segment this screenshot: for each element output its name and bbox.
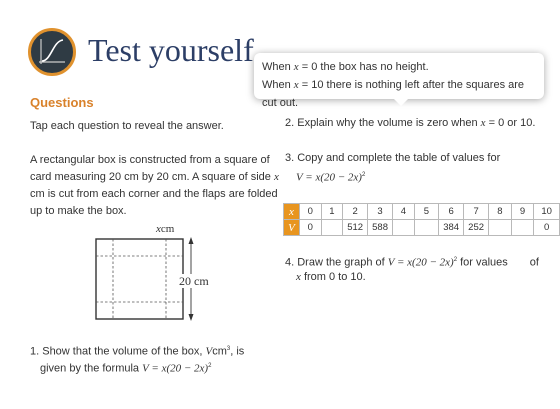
table-cell-x: 8 (489, 204, 512, 220)
table-cell-x: 7 (464, 204, 489, 220)
diagram-top-label: xcm (156, 223, 175, 235)
table-cell-v (511, 220, 534, 236)
values-table (283, 203, 560, 236)
intro-line: card measuring 20 cm by 20 cm. A square of side x (30, 171, 279, 183)
table-cell-v (414, 220, 439, 236)
question-3[interactable]: 3. Copy and complete the table of values for (285, 152, 501, 164)
table-cell-v (489, 220, 512, 236)
table-header-v: V (284, 220, 300, 236)
answer-tooltip[interactable] (254, 53, 544, 109)
table-cell-v: 384 (439, 220, 464, 236)
table-header-x: x (284, 204, 300, 220)
table-cell-x: 5 (414, 204, 439, 220)
intro-line: cm is cut from each corner and the flaps are folded (30, 188, 278, 200)
instruction-text: Tap each question to reveal the answer. (30, 120, 224, 132)
question-2[interactable]: 2. Explain why the volume is zero when x = 0 or 10. (285, 117, 536, 129)
table-cell-x: 2 (343, 204, 368, 220)
table-cell-x: 3 (368, 204, 393, 220)
diagram-side-label: 20 cm (179, 274, 209, 288)
table-cell-x: 4 (393, 204, 415, 220)
question-4[interactable]: 4. Draw the graph of $V = x(20 - 2x)^2$ for values of (285, 256, 539, 269)
tooltip-arrow (392, 97, 410, 106)
box-net-diagram (90, 222, 230, 328)
tooltip-line: When x = 10 there is nothing left after the squares are cut out. (262, 79, 525, 109)
tooltip-line: When x = 0 the box has no height. (262, 61, 429, 73)
question-4-line2: x from 0 to 10. (296, 271, 366, 283)
table-cell-x: 0 (299, 204, 321, 220)
table-cell-x: 6 (439, 204, 464, 220)
question-1[interactable]: 1. Show that the volume of the box, Vcm$^3$, is (30, 345, 245, 358)
table-cell-v (321, 220, 343, 236)
table-cell-x: 1 (321, 204, 343, 220)
question-3-formula: $V = x(20 - 2x)^2$ (296, 171, 366, 184)
section-title: Questions (30, 95, 94, 110)
intro-line: up to make the box. (30, 205, 127, 217)
table-cell-v: 588 (368, 220, 393, 236)
question-1-formula[interactable]: given by the formula $V = x(20 - 2x)^2$ (40, 362, 212, 375)
table-cell-x: 10 (534, 204, 560, 220)
page-title: Test yourself (88, 32, 254, 68)
table-cell-v: 0 (299, 220, 321, 236)
table-cell-x: 9 (511, 204, 534, 220)
intro-line: A rectangular box is constructed from a square of (30, 154, 270, 166)
table-cell-v: 0 (534, 220, 560, 236)
graph-icon (28, 28, 76, 76)
table-cell-v (393, 220, 415, 236)
table-cell-v: 252 (464, 220, 489, 236)
table-cell-v: 512 (343, 220, 368, 236)
